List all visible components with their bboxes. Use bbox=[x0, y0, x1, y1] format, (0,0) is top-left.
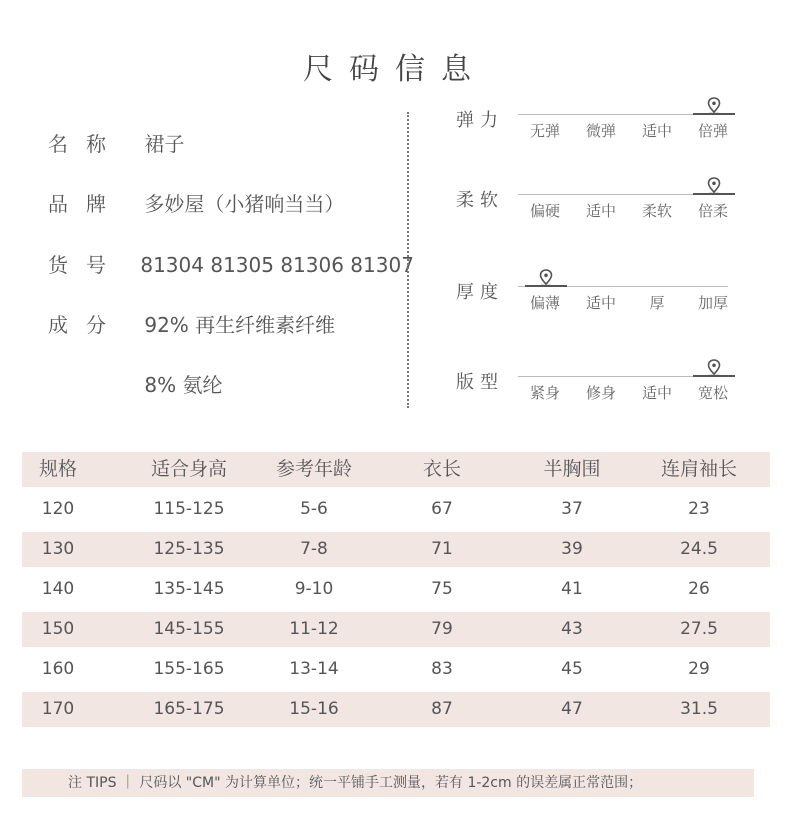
table-cell: 5-6 bbox=[300, 499, 328, 519]
scale-option: 倍弹 bbox=[697, 122, 728, 140]
size-table bbox=[22, 452, 770, 727]
scale-label: 弹力 bbox=[456, 110, 504, 131]
scale-option: 适中 bbox=[641, 122, 672, 140]
info-value: 92% 再生纤维素纤维 bbox=[144, 313, 336, 337]
scale-row bbox=[456, 186, 746, 246]
table-header-cell: 适合身高 bbox=[150, 458, 227, 480]
table-cell: 75 bbox=[431, 579, 453, 599]
location-pin-icon bbox=[706, 97, 722, 115]
table-cell: 120 bbox=[41, 499, 75, 519]
table-cell: 26 bbox=[688, 579, 710, 599]
scale-option: 适中 bbox=[585, 294, 616, 312]
scale-option: 宽松 bbox=[697, 384, 728, 402]
scale-row bbox=[456, 106, 746, 166]
info-value: 裙子 bbox=[144, 132, 185, 156]
table-cell: 23 bbox=[688, 499, 710, 519]
info-row-brand bbox=[48, 188, 344, 217]
table-row bbox=[22, 652, 770, 687]
table-cell: 13-14 bbox=[289, 659, 339, 679]
scale-option: 紧身 bbox=[529, 384, 560, 402]
scale-row bbox=[456, 368, 746, 428]
table-cell: 41 bbox=[561, 579, 583, 599]
table-cell: 145-155 bbox=[153, 619, 225, 639]
info-value: 8% 氨纶 bbox=[144, 373, 223, 397]
table-row bbox=[22, 492, 770, 527]
table-cell: 135-145 bbox=[153, 579, 225, 599]
table-header-cell: 半胸围 bbox=[543, 458, 601, 480]
info-row-name bbox=[48, 128, 184, 157]
table-header-cell: 规格 bbox=[38, 458, 77, 480]
location-pin-icon bbox=[538, 269, 554, 287]
table-cell: 39 bbox=[561, 539, 583, 559]
table-cell: 67 bbox=[431, 499, 453, 519]
info-label: 名称 bbox=[48, 132, 124, 156]
info-value: 多妙屋（小猪响当当） bbox=[144, 192, 345, 216]
scale-option: 微弹 bbox=[585, 122, 616, 140]
table-cell: 87 bbox=[431, 699, 453, 719]
info-row-material bbox=[48, 309, 335, 338]
scale-option: 偏薄 bbox=[529, 294, 560, 312]
table-cell: 37 bbox=[561, 499, 583, 519]
scale-label: 厚度 bbox=[456, 282, 504, 303]
info-row-sku bbox=[48, 249, 414, 278]
table-row bbox=[22, 532, 770, 567]
table-header-cell: 衣长 bbox=[422, 458, 461, 480]
table-cell: 47 bbox=[561, 699, 583, 719]
table-header-cell: 参考年龄 bbox=[275, 458, 352, 480]
scale-label: 柔软 bbox=[456, 190, 504, 211]
scale-option: 修身 bbox=[585, 384, 616, 402]
scale-label: 版型 bbox=[456, 372, 504, 393]
table-cell: 9-10 bbox=[294, 579, 334, 599]
table-cell: 79 bbox=[431, 619, 453, 639]
scale-option: 适中 bbox=[641, 384, 672, 402]
scale-option: 无弹 bbox=[529, 122, 560, 140]
table-cell: 71 bbox=[431, 539, 453, 559]
info-label: 货号 bbox=[48, 253, 124, 277]
page-title: 尺码信息 bbox=[303, 52, 487, 87]
table-cell: 24.5 bbox=[680, 539, 718, 559]
table-header-row bbox=[22, 452, 770, 487]
table-cell: 155-165 bbox=[153, 659, 225, 679]
location-pin-icon bbox=[706, 177, 722, 195]
tips-note: 注 TIPS ｜ 尺码以 "CM" 为计算单位；统一平铺手工测量，若有 1-2cm 的误差属正常范围； bbox=[22, 769, 754, 797]
table-cell: 7-8 bbox=[300, 539, 328, 559]
table-cell: 160 bbox=[41, 659, 75, 679]
table-cell: 115-125 bbox=[153, 499, 225, 519]
scale-option: 厚 bbox=[649, 294, 665, 312]
scale-option: 偏硬 bbox=[529, 202, 560, 220]
table-cell: 150 bbox=[41, 619, 75, 639]
table-row bbox=[22, 612, 770, 647]
table-row bbox=[22, 572, 770, 607]
table-cell: 43 bbox=[561, 619, 583, 639]
vertical-divider bbox=[407, 112, 409, 408]
table-cell: 11-12 bbox=[289, 619, 339, 639]
table-cell: 27.5 bbox=[680, 619, 718, 639]
table-row bbox=[22, 692, 770, 727]
table-cell: 165-175 bbox=[153, 699, 225, 719]
scale-option: 适中 bbox=[585, 202, 616, 220]
info-label: 品牌 bbox=[48, 192, 124, 216]
table-cell: 140 bbox=[41, 579, 75, 599]
scale-row bbox=[456, 278, 746, 338]
info-row-material-2 bbox=[48, 369, 222, 398]
table-cell: 29 bbox=[688, 659, 710, 679]
table-cell: 15-16 bbox=[289, 699, 339, 719]
location-pin-icon bbox=[706, 359, 722, 377]
scale-option: 柔软 bbox=[641, 202, 672, 220]
table-cell: 125-135 bbox=[153, 539, 225, 559]
table-cell: 170 bbox=[41, 699, 75, 719]
table-cell: 83 bbox=[431, 659, 453, 679]
scale-option: 倍柔 bbox=[697, 202, 728, 220]
table-cell: 130 bbox=[41, 539, 75, 559]
table-header-cell: 连肩袖长 bbox=[660, 458, 737, 480]
table-cell: 45 bbox=[561, 659, 583, 679]
info-label: 成分 bbox=[48, 313, 124, 337]
info-value: 81304 81305 81306 81307 bbox=[140, 253, 414, 277]
scale-option: 加厚 bbox=[697, 294, 728, 312]
table-cell: 31.5 bbox=[680, 699, 718, 719]
